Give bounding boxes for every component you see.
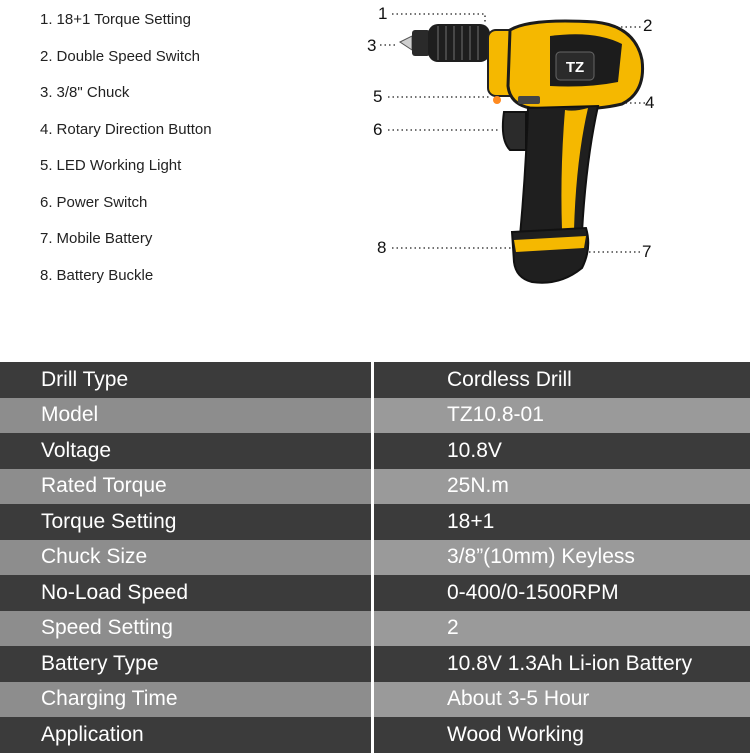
spec-key: Voltage (0, 433, 371, 469)
callout-8: 8 (377, 238, 387, 257)
feature-item: 5. LED Working Light (40, 157, 182, 174)
feature-list (40, 8, 212, 300)
feature-item: 6. Power Switch (40, 193, 148, 211)
drill-illustration (360, 0, 660, 300)
spec-key: Torque Setting (0, 504, 371, 540)
spec-value: 10.8V 1.3Ah Li-ion Battery (374, 646, 750, 682)
chuck (400, 24, 490, 62)
spec-key: Chuck Size (0, 540, 371, 576)
spec-row (0, 398, 750, 434)
feature-item: 7. Mobile Battery (40, 230, 153, 247)
product-overview (0, 0, 750, 360)
spec-table (0, 362, 750, 753)
spec-value: Cordless Drill (374, 362, 750, 398)
spec-key: Drill Type (0, 362, 371, 398)
spec-key: No-Load Speed (0, 575, 371, 611)
spec-row (0, 646, 750, 682)
battery (512, 228, 588, 283)
feature-item: 1. 18+1 Torque Setting (40, 11, 191, 28)
feature-item: 8. Battery Buckle (40, 266, 154, 284)
spec-row (0, 682, 750, 718)
spec-key: Application (0, 717, 371, 753)
callout-1: 1 (378, 4, 388, 23)
spec-key: Model (0, 398, 371, 434)
spec-value: 10.8V (374, 433, 750, 469)
led-light (493, 96, 501, 104)
callout-6: 6 (373, 120, 383, 139)
feature-item: 3. 3/8" Chuck (40, 84, 130, 101)
drill-diagram (360, 0, 660, 300)
spec-value: About 3-5 Hour (374, 682, 750, 718)
spec-value: 25N.m (374, 469, 750, 505)
feature-item: 2. Double Speed Switch (40, 47, 200, 65)
spec-row (0, 540, 750, 576)
spec-key: Rated Torque (0, 469, 371, 505)
spec-row (0, 469, 750, 505)
brand-logo: TZ (565, 59, 585, 76)
spec-key: Battery Type (0, 646, 371, 682)
spec-row (0, 504, 750, 540)
spec-value: 3/8”(10mm) Keyless (374, 540, 750, 576)
callout-7: 7 (642, 242, 652, 261)
callout-2: 2 (643, 16, 653, 35)
callout-4: 4 (645, 93, 655, 112)
feature-item: 4. Rotary Direction Button (40, 120, 212, 138)
spec-key: Speed Setting (0, 611, 371, 647)
power-switch (503, 112, 526, 150)
spec-value: 0-400/0-1500RPM (374, 575, 750, 611)
callout-5: 5 (373, 87, 383, 106)
spec-row (0, 433, 750, 469)
spec-row (0, 362, 750, 398)
spec-row (0, 611, 750, 647)
drill-handle (520, 106, 598, 236)
spec-value: 2 (374, 611, 750, 647)
spec-value: 18+1 (374, 504, 750, 540)
callout-3: 3 (367, 36, 377, 55)
direction-button (518, 96, 540, 104)
spec-key: Charging Time (0, 682, 371, 718)
spec-row (0, 717, 750, 753)
spec-row (0, 575, 750, 611)
spec-value: Wood Working (374, 717, 750, 753)
spec-value: TZ10.8-01 (374, 398, 750, 434)
